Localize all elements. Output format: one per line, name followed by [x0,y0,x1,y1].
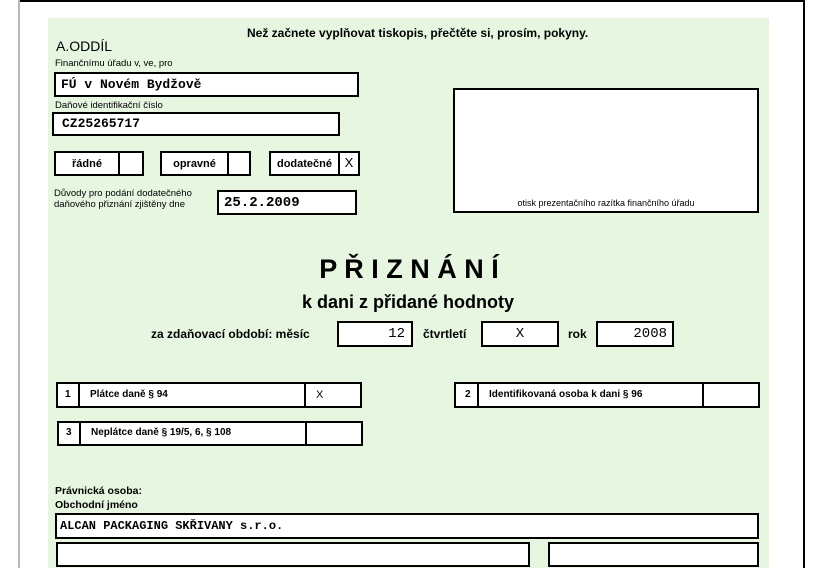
section-a-title: A.ODDÍL [56,38,113,54]
type-dodatecne-label: dodatečné [276,158,332,170]
type-opravne[interactable] [160,151,251,176]
payer-option-3-label: Neplátce daně § 19/5, 6, § 108 [91,427,232,438]
type-radne-label: řádné [72,158,102,170]
window-frame-top [20,0,805,2]
month-value: 12 [388,326,405,342]
window-frame-left [18,0,20,568]
stamp-box [453,88,759,213]
type-dodatecne-mark: X [344,155,354,170]
year-label: rok [568,327,587,341]
address-field-right[interactable] [548,542,759,567]
payer-option-1-mark: X [316,389,324,401]
type-opravne-label: opravné [173,158,216,170]
office-label: Finančnímu úřadu v, ve, pro [55,58,173,69]
payer-option-1[interactable] [56,382,362,408]
office-value: FÚ v Novém Bydžově [61,77,202,92]
month-field[interactable] [337,321,413,347]
quarter-value: X [515,326,525,342]
payer-option-1-number: 1 [65,389,71,400]
payer-option-2[interactable] [454,382,760,408]
dic-field[interactable] [52,112,340,136]
dic-label: Daňové identifikační číslo [55,100,163,111]
window-frame-right [803,0,805,568]
dic-value: CZ25265717 [62,116,141,131]
business-name-value: ALCAN PACKAGING SKŘIVANY s.r.o. [60,519,284,533]
header-instruction: Než začnete vyplňovat tiskopis, přečtěte si, prosím, pokyny. [247,26,589,40]
payer-option-3[interactable] [57,421,363,446]
office-field[interactable] [54,72,359,97]
business-name-field[interactable] [55,513,759,539]
form-subtitle: k dani z přidané hodnoty [301,292,514,312]
payer-option-2-number: 2 [465,389,471,400]
reasons-label-line1: Důvody pro podání dodatečného [54,188,192,199]
stamp-caption: otisk prezentačního razítka finančního úřadu [517,198,695,208]
payer-option-2-label: Identifikovaná osoba k dani § 96 [489,389,643,400]
type-dodatecne[interactable] [269,151,360,176]
payer-option-3-number: 3 [66,427,72,438]
quarter-field[interactable] [481,321,559,347]
form-title: P Ř I Z N Á N Í [319,254,499,284]
address-field-left[interactable] [56,542,530,567]
reasons-date-value: 25.2.2009 [224,195,300,211]
quarter-label: čtvrtletí [423,327,467,341]
reasons-label-line2: daňového přiznání zjištěny dne [54,199,185,210]
year-field[interactable] [596,321,674,347]
period-label: za zdaňovací období: měsíc [151,327,310,341]
payer-option-1-label: Plátce daně § 94 [90,389,168,400]
legal-entity-heading: Právnická osoba: [55,485,142,497]
year-value: 2008 [633,326,667,342]
reasons-date-field[interactable] [217,190,357,215]
business-name-label: Obchodní jméno [55,499,138,511]
type-radne[interactable] [54,151,144,176]
